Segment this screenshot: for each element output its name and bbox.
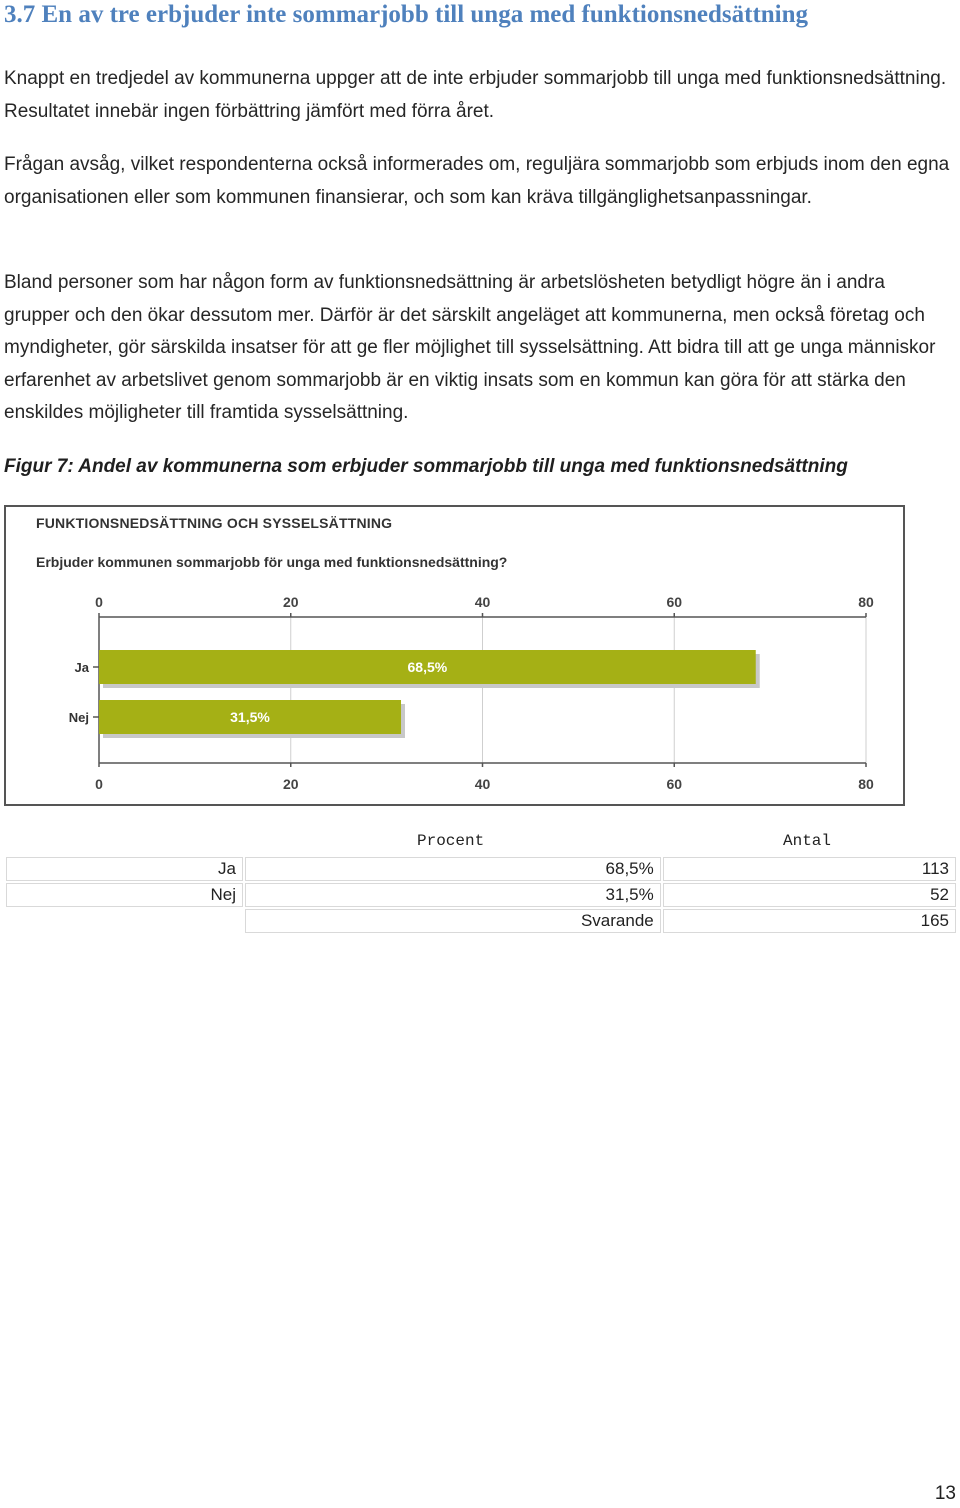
count-header: Antal [783,832,832,850]
section-heading: 3.7 En av tre erbjuder inte sommarjobb till unga med funktionsnedsättning [4,1,809,28]
results-header-row [4,830,958,852]
table-row [6,883,956,907]
table-row-total [6,909,956,933]
percent-header: Procent [417,832,485,850]
row-percent: 31,5% [245,883,661,907]
page-number: 13 [934,1483,956,1504]
tick-label-bottom: 40 [474,776,491,792]
results-grid [4,855,958,935]
tick-label-bottom: 60 [666,776,683,792]
chart-subtitle: Erbjuder kommunen sommarjobb för unga med funktionsnedsättning? [36,554,508,570]
row-label: Ja [6,857,243,881]
tick-label-bottom: 80 [858,776,874,792]
chart-plot [6,507,903,804]
row-percent: 68,5% [245,857,661,881]
category-label: Ja [74,660,89,675]
data-label: 68,5% [407,659,448,675]
tick-label-top: 60 [666,594,683,610]
tick-label-top: 40 [474,594,491,610]
empty-cell [6,909,243,933]
tick-label-bottom: 20 [282,776,299,792]
results-table [4,830,958,930]
category-label: Nej [68,710,89,725]
row-count: 52 [663,883,956,907]
tick-label-top: 0 [95,594,103,610]
tick-label-top: 80 [858,594,874,610]
paragraph-2: Frågan avsåg, vilket respondenterna också informerades om, reguljära sommarjobb som erbjuds inom den egna organisationen eller som kommunen finansierar, och som kan kräva tillgänglighetsanpassningar. [4,154,950,208]
bar-chart [4,505,905,806]
total-label: Svarande [245,909,661,933]
row-label: Nej [6,883,243,907]
row-count: 113 [663,857,956,881]
paragraph-1: Knappt en tredjedel av kommunerna uppger att de inte erbjuder sommarjobb till unga med funktionsnedsättning. Resultatet innebär ingen förbättring jämfört med förra året. [4,68,947,122]
figure-caption: Figur 7: Andel av kommunerna som erbjuder sommarjobb till unga med funktionsnedsättning [4,456,848,477]
tick-label-top: 20 [282,594,299,610]
table-row [6,857,956,881]
data-label: 31,5% [230,709,270,725]
total-count: 165 [663,909,956,933]
chart-title: FUNKTIONSNEDSÄTTNING OCH SYSSELSÄTTNING [36,515,393,531]
paragraph-3: Bland personer som har någon form av funktionsnedsättning är arbetslösheten betydligt högre än i andra grupper och den ökar dessutom mer. Därför är det särskilt angeläget att kommunerna, men också företag och myndigheter, gör särskilda insatser för att ge fler möjlighet till sysselsättning. Att bidra till att ge unga människor erfarenhet av arbetslivet genom sommarjobb är en viktig insats som en kommun kan göra för att stärka den enskildes möjligheter till framtida sysselsättning. [4,272,936,423]
tick-label-bottom: 0 [95,776,103,792]
